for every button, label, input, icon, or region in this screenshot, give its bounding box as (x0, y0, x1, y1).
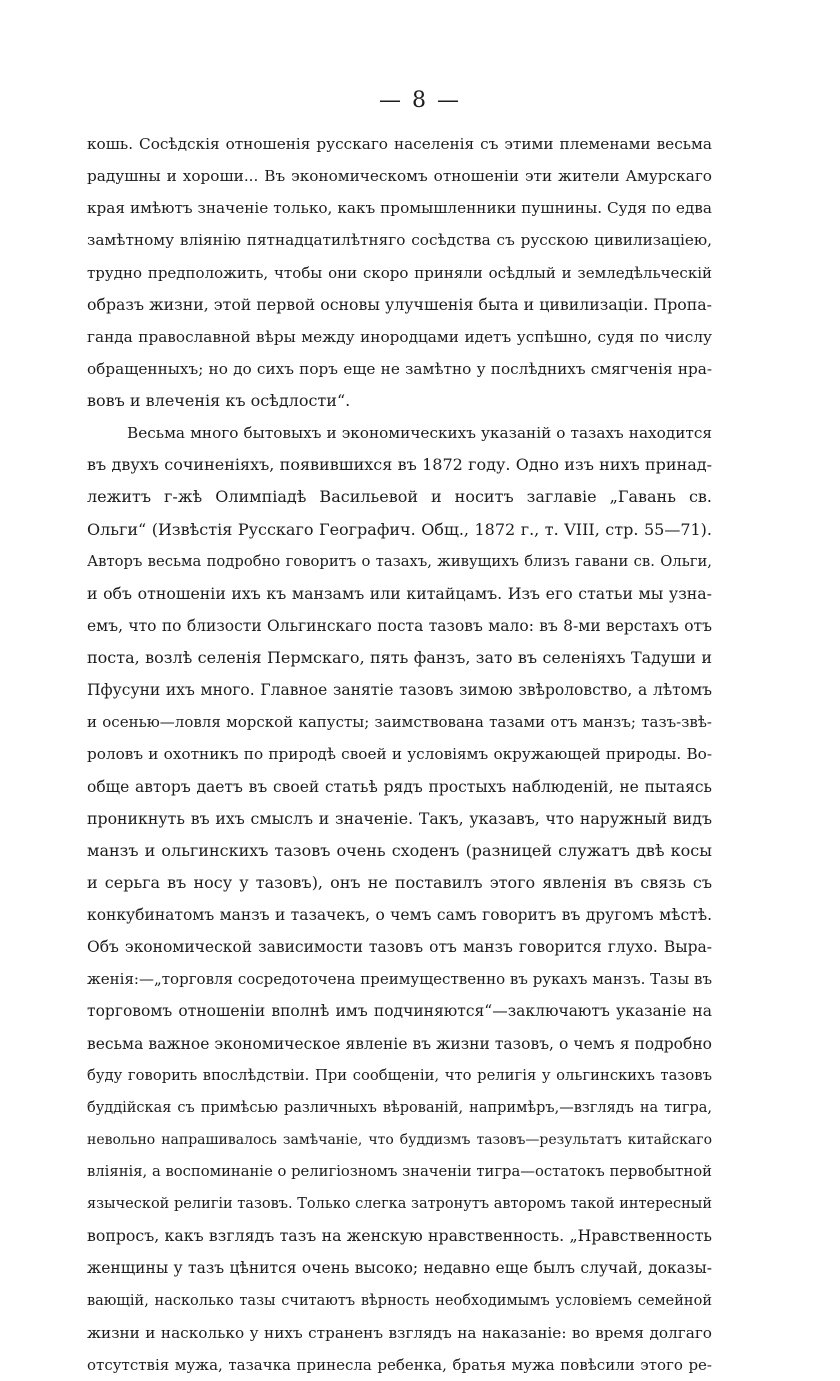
text-line: кошь. Сосѣдскія отношенія русскаго населенія съ этими племенами весьма (87, 135, 712, 153)
text-line: лежитъ г-жѣ Олимпіадѣ Васильевой и носитъ заглавіе „Гавань св. (87, 487, 712, 507)
text-line: буду говорить впослѣдствіи. При сообщеніи, что религія у ольгинскихъ тазовъ (87, 1066, 712, 1084)
text-line: поста, возлѣ селенія Пермскаго, пять фанзъ, зато въ селеніяхъ Тадуши и (87, 648, 712, 667)
text-line: невольно напрашивалось замѣчаніе, что буддизмъ тазовъ—результатъ китайскаго (87, 1131, 712, 1148)
text-line: замѣтному вліянію пятнадцатилѣтняго сосѣдства съ русскою цивилизаціею, (87, 231, 712, 250)
text-line: трудно предположить, чтобы они скоро приняли осѣдлый и земледѣльческій (87, 263, 712, 282)
text-line: емъ, что по близости Ольгинскаго поста тазовъ мало: въ 8-ми верстахъ отъ (87, 616, 712, 635)
text-line: отсутствія мужа, тазачка принесла ребенка, братья мужа повѣсили этого ре- (87, 1355, 712, 1374)
text-line: радушны и хороши... Въ экономическомъ отношеніи эти жители Амурскаго (87, 167, 712, 186)
text-line: вающій, насколько тазы считаютъ вѣрность необходимымъ условіемъ семейной (87, 1292, 712, 1309)
text-line: образъ жизни, этой первой основы улучшенія быта и цивилизаціи. Пропа- (87, 294, 712, 314)
text-line: Пфусуни ихъ много. Главное занятіе тазовъ зимою звѣроловство, а лѣтомъ (87, 681, 712, 700)
text-line: вопросъ, какъ взглядъ тазъ на женскую нравственность. „Нравственность (87, 1226, 712, 1246)
text-line: и серьга въ носу у тазовъ), онъ не поставилъ этого явленія въ связь съ (87, 872, 712, 892)
text-line: вліянія, а воспоминаніе о религіозномъ значеніи тигра—остатокъ первобытной (87, 1163, 712, 1180)
text-line: обще авторъ даетъ въ своей статьѣ рядъ простыхъ наблюденій, не пытаясь (87, 777, 712, 796)
text-line: Весьма много бытовыхъ и экономическихъ указаній о тазахъ находится (127, 424, 712, 443)
text-line: языческой религіи тазовъ. Только слегка затронутъ авторомъ такой интересный (87, 1196, 712, 1213)
text-line: ганда православной вѣры между инородцами идетъ успѣшно, судя по числу (87, 327, 712, 346)
body-text (87, 128, 712, 1381)
text-line: весьма важное экономическое явленіе въ жизни тазовъ, о чемъ я подробно (87, 1034, 712, 1053)
text-line: роловъ и охотникъ по природѣ своей и условіямъ окружающей природы. Во- (87, 745, 712, 764)
text-line: проникнуть въ ихъ смыслъ и значеніе. Такъ, указавъ, что наружный видъ (87, 808, 712, 828)
text-line: жизни и насколько у нихъ страненъ взглядъ на наказаніе: во время долгаго (87, 1323, 712, 1342)
text-line: Ольги“ (Извѣстія Русскаго Географич. Общ., 1872 г., т. VIII, стр. 55—71). (87, 519, 712, 539)
text-line: торговомъ отношеніи вполнѣ имъ подчиняются“—заключаютъ указаніе на (87, 1002, 712, 1021)
text-line: буддійская съ примѣсью различныхъ вѣрованій, напримѣръ,—взглядъ на тигра, (87, 1099, 712, 1116)
text-line: Объ экономической зависимости тазовъ отъ манзъ говорится глухо. Выра- (87, 938, 712, 957)
text-line: женія:—„торговля сосредоточена преимущественно въ рукахъ манзъ. Тазы въ (87, 970, 712, 989)
text-line: обращенныхъ; но до сихъ поръ еще не замѣтно у послѣднихъ смягченія нра- (87, 359, 712, 378)
text-line: края имѣютъ значеніе только, какъ промышленники пушнины. Судя по едва (87, 199, 712, 218)
text-line: Авторъ весьма подробно говоритъ о тазахъ, живущихъ близъ гавани св. Ольги, (87, 552, 712, 570)
text-line: манзъ и ольгинскихъ тазовъ очень сходенъ (разницей служатъ двѣ косы (87, 840, 712, 860)
text-line: вовъ и влеченія къ осѣдлости“. (87, 391, 351, 410)
text-line: и осенью—ловля морской капусты; заимствована тазами отъ манзъ; тазъ-звѣ- (87, 713, 712, 732)
text-line: и объ отношеніи ихъ къ манзамъ или китайцамъ. Изъ его статьи мы узна- (87, 583, 712, 603)
text-line: въ двухъ сочиненіяхъ, появившихся въ 1872 году. Одно изъ нихъ принад- (87, 455, 712, 475)
page-number: — 8 — (379, 88, 461, 113)
text-line: конкубинатомъ манзъ и тазачекъ, о чемъ самъ говоритъ въ другомъ мѣстѣ. (87, 906, 712, 924)
text-line: женщины у тазъ цѣнится очень высоко; недавно еще былъ случай, доказы- (87, 1259, 712, 1278)
